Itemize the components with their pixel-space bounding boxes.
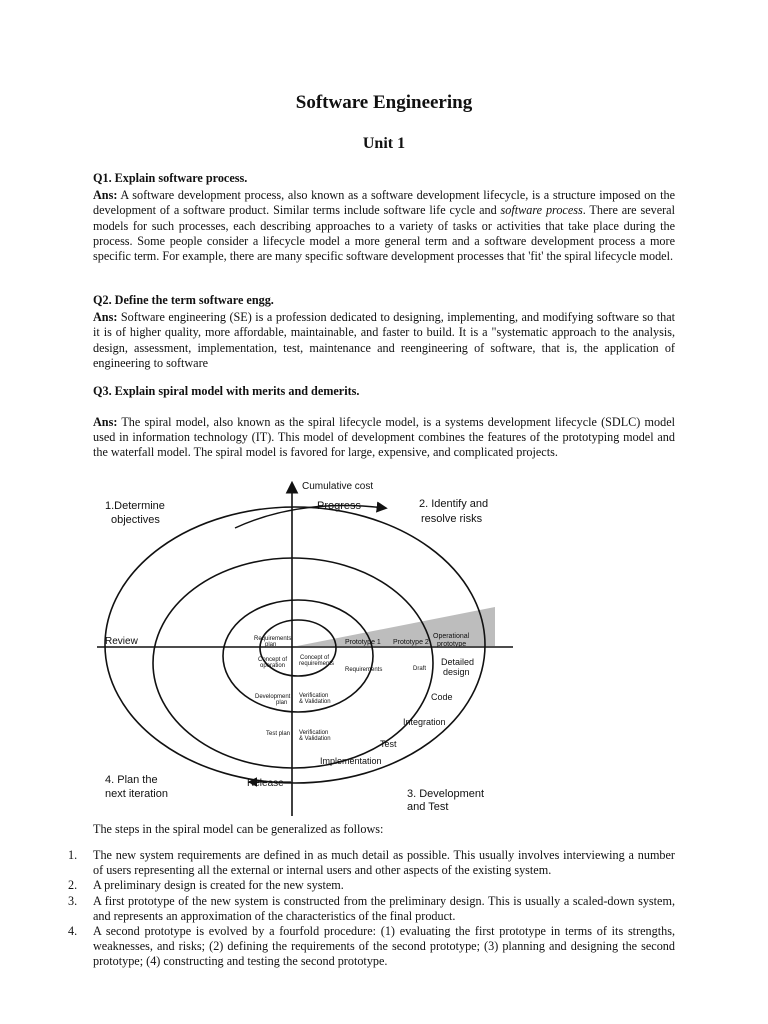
draft-label: Draft	[413, 666, 427, 672]
question-1-block	[93, 171, 675, 264]
list-number: 1.	[68, 848, 78, 862]
question-3-title-block	[93, 384, 675, 401]
quadrant-2-line-1: 2. Identify and	[419, 498, 489, 510]
question-3-answer-block	[93, 415, 675, 461]
development-plan-line-1: Development	[255, 694, 291, 700]
list-item	[68, 848, 675, 878]
prototype-2-label: Prototype 2	[393, 639, 429, 646]
verification-validation-2-line-1: Verification	[299, 730, 329, 736]
release-label: Release	[247, 778, 284, 789]
operational-prototype-line-1: Operational	[433, 633, 470, 640]
answer-label: Ans:	[93, 415, 118, 429]
quadrant-2-line-2: resolve risks	[421, 513, 483, 525]
verification-validation-1-line-2: & Validation	[299, 699, 331, 705]
list-number: 4.	[68, 924, 78, 939]
requirements-label: Requirements	[345, 667, 383, 673]
answer-1	[93, 188, 675, 264]
axis-cumulative-cost: Cumulative cost	[302, 481, 374, 492]
spiral-model-diagram	[95, 478, 515, 818]
answer-1-italic: software process	[500, 203, 583, 218]
development-plan-line-2: plan	[276, 700, 288, 706]
concept-of-requirements-line-2: requirements	[299, 661, 335, 667]
requirements-plan-line-2: plan	[265, 642, 277, 648]
quadrant-1-line-1: 1.Determine	[105, 500, 165, 512]
quadrant-1-line-2: objectives	[111, 514, 160, 526]
concept-of-operation-line-2: operation	[260, 663, 286, 669]
progress-label: Progress	[317, 500, 362, 512]
list-item	[68, 878, 675, 893]
review-label: Review	[105, 636, 138, 647]
spiral-ring-3	[153, 558, 433, 768]
answer-1-text-b: . There are several models for such processes, each describing approaches to a variety of tasks or activities that take place during the process. Some people consider a lifecycle model a more general term and a software development process a more specific term. For example, there are many specific software development processes that 'fit' the spiral lifecycle model.	[93, 203, 675, 264]
answer-1-text-a: A software development process, also known as a software development lifecycle, is a structure imposed on the development of a software product. Similar terms include software life cycle and	[93, 188, 675, 218]
list-number: 3.	[68, 893, 78, 908]
answer-label: Ans:	[93, 188, 118, 203]
concept-of-operation-line-1: Concept of	[258, 657, 288, 663]
list-item	[68, 894, 675, 924]
code-label: Code	[431, 692, 453, 702]
list-item	[68, 924, 675, 970]
spiral-ring-2	[223, 600, 373, 712]
integration-label: Integration	[403, 717, 446, 727]
test-plan-label: Test plan	[266, 731, 291, 737]
answer-3	[93, 415, 675, 461]
detailed-design-line-1: Detailed	[441, 657, 475, 667]
page-title: Software Engineering	[295, 92, 473, 113]
question-3-title: Q3. Explain spiral model with merits and demerits.	[93, 384, 360, 398]
list-text: The new system requirements are defined in as much detail as possible. This usually involves interviewing a number of users representing all the external or internal users and other aspects of the existing system.	[93, 848, 675, 878]
answer-3-text: The spiral model, also known as the spiral lifecycle model, is a systems development lifecycle (SDLC) model used in information technology (IT). This model of development combines the features of the prototyping model and the waterfall model. The spiral model is favored for large, expensive, and complicated projects.	[93, 415, 675, 460]
verification-validation-1-line-1: Verification	[299, 693, 329, 699]
detailed-design-line-2: design	[443, 667, 470, 677]
requirements-plan-line-1: Requirements	[254, 636, 292, 642]
answer-2	[93, 310, 675, 371]
answer-2-text: Software engineering (SE) is a profession dedicated to designing, implementing, and modifying software so that it is of higher quality, more affordable, maintainable, and faster to build. It is a "systematic approach to the analysis, design, assessment, implementation, test, maintenance and reengineering of software, that is, the application of engineering to software	[93, 310, 675, 370]
steps-list	[68, 848, 675, 970]
verification-validation-2-line-2: & Validation	[299, 736, 331, 742]
quadrant-3-line-1: 3. Development	[407, 788, 485, 800]
answer-label: Ans:	[93, 310, 118, 325]
concept-of-requirements-line-1: Concept of	[300, 655, 330, 661]
steps-intro: The steps in the spiral model can be generalized as follows:	[93, 822, 384, 836]
quadrant-3-line-2: and Test	[407, 801, 449, 813]
question-2-title: Q2. Define the term software engg.	[93, 293, 274, 307]
list-number: 2.	[68, 878, 78, 893]
list-text: A preliminary design is created for the new system.	[93, 878, 344, 893]
test-label: Test	[380, 739, 397, 749]
question-2-block	[93, 293, 675, 371]
question-1-title: Q1. Explain software process.	[93, 171, 248, 185]
quadrant-4-line-2: next iteration	[105, 788, 168, 800]
list-text: A second prototype is evolved by a fourfold procedure: (1) evaluating the first prototype in terms of its strengths, weaknesses, and risks; (2) defining the requirements of the second prototype; (3) planning and designing the second prototype; (4) constructing and testing the second prototype.	[93, 924, 675, 969]
prototype-1-label: Prototype 1	[345, 639, 381, 646]
operational-prototype-line-2: prototype	[437, 641, 467, 648]
quadrant-4-line-1: 4. Plan the	[105, 774, 158, 786]
implementation-label: Implementation	[320, 756, 382, 766]
list-text: A first prototype of the new system is constructed from the preliminary design. This is usually a scaled-down system, and represents an approximation of the characteristics of the final product.	[93, 893, 675, 923]
unit-heading: Unit 1	[362, 135, 406, 152]
